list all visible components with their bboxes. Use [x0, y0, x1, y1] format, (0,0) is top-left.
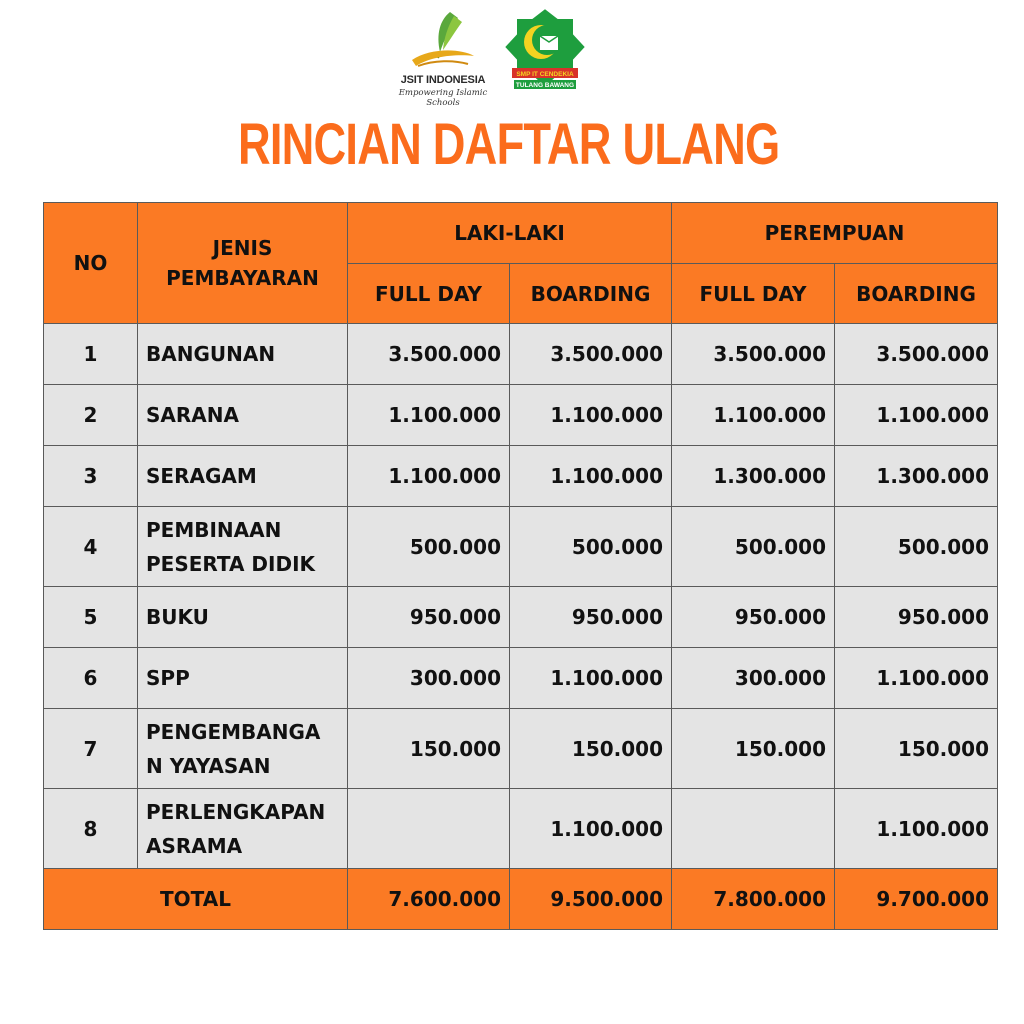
header-perempuan-full-day: FULL DAY [672, 264, 835, 324]
row-value: 150.000 [510, 709, 672, 789]
row-no: 3 [44, 446, 138, 507]
total-row [44, 869, 998, 930]
smp-line2: TULANG BAWANG [515, 82, 575, 89]
row-value: 500.000 [672, 507, 835, 587]
row-item: BUKU [138, 587, 348, 648]
row-value: 3.500.000 [835, 324, 998, 385]
total-label: TOTAL [44, 869, 348, 930]
row-item: SPP [138, 648, 348, 709]
fee-table [43, 202, 998, 930]
row-value: 1.100.000 [510, 648, 672, 709]
table-row [44, 648, 998, 709]
row-value: 950.000 [672, 587, 835, 648]
table-row [44, 385, 998, 446]
table-row [44, 324, 998, 385]
header-laki-boarding: BOARDING [510, 264, 672, 324]
total-value: 7.600.000 [348, 869, 510, 930]
total-value: 9.700.000 [835, 869, 998, 930]
school-emblem-icon [500, 6, 590, 102]
row-value: 1.100.000 [835, 789, 998, 869]
row-no: 2 [44, 385, 138, 446]
row-value: 3.500.000 [672, 324, 835, 385]
row-item: SERAGAM [138, 446, 348, 507]
table-row [44, 507, 998, 587]
smp-logo [500, 6, 590, 106]
total-value: 7.800.000 [672, 869, 835, 930]
row-value: 950.000 [348, 587, 510, 648]
table-row [44, 709, 998, 789]
header-no: NO [44, 203, 138, 324]
logo-bar [0, 6, 1024, 106]
jsit-tagline: Empowering Islamic Schools [398, 88, 488, 108]
row-value: 500.000 [348, 507, 510, 587]
row-value: 1.100.000 [510, 385, 672, 446]
row-value: 500.000 [510, 507, 672, 587]
jsit-logo [388, 10, 498, 110]
header-perempuan-boarding: BOARDING [835, 264, 998, 324]
row-no: 8 [44, 789, 138, 869]
row-value: 1.100.000 [510, 446, 672, 507]
row-value: 1.300.000 [672, 446, 835, 507]
row-value: 950.000 [510, 587, 672, 648]
row-value: 1.100.000 [835, 648, 998, 709]
row-value: 1.300.000 [835, 446, 998, 507]
row-value: 300.000 [672, 648, 835, 709]
header-laki-full-day: FULL DAY [348, 264, 510, 324]
row-value: 1.100.000 [348, 385, 510, 446]
row-value: 1.100.000 [835, 385, 998, 446]
row-item: PERLENGKAPAN ASRAMA [138, 789, 348, 869]
row-value: 950.000 [835, 587, 998, 648]
header-jenis-pembayaran: JENIS PEMBAYARAN [138, 203, 348, 324]
row-item: PEMBINAAN PESERTA DIDIK [138, 507, 348, 587]
row-value: 1.100.000 [672, 385, 835, 446]
smp-line1: SMP IT CENDEKIA [516, 71, 574, 78]
row-item: SARANA [138, 385, 348, 446]
header-laki-laki: LAKI-LAKI [348, 203, 672, 264]
row-value: 1.100.000 [510, 789, 672, 869]
row-no: 1 [44, 324, 138, 385]
table-row [44, 446, 998, 507]
row-value: 3.500.000 [348, 324, 510, 385]
jsit-name: JSIT INDONESIA [400, 74, 486, 86]
row-no: 5 [44, 587, 138, 648]
total-value: 9.500.000 [510, 869, 672, 930]
row-no: 4 [44, 507, 138, 587]
row-value: 3.500.000 [510, 324, 672, 385]
row-value: 150.000 [348, 709, 510, 789]
row-no: 6 [44, 648, 138, 709]
page-title: RINCIAN DAFTAR ULANG [237, 112, 780, 177]
header-perempuan: PEREMPUAN [672, 203, 998, 264]
row-item: BANGUNAN [138, 324, 348, 385]
row-no: 7 [44, 709, 138, 789]
row-value: 500.000 [835, 507, 998, 587]
table-row [44, 789, 998, 869]
row-value [348, 789, 510, 869]
row-value: 150.000 [672, 709, 835, 789]
row-item: PENGEMBANGA N YAYASAN [138, 709, 348, 789]
row-value: 1.100.000 [348, 446, 510, 507]
table-row [44, 587, 998, 648]
quill-icon [410, 10, 476, 74]
row-value: 150.000 [835, 709, 998, 789]
row-value [672, 789, 835, 869]
row-value: 300.000 [348, 648, 510, 709]
